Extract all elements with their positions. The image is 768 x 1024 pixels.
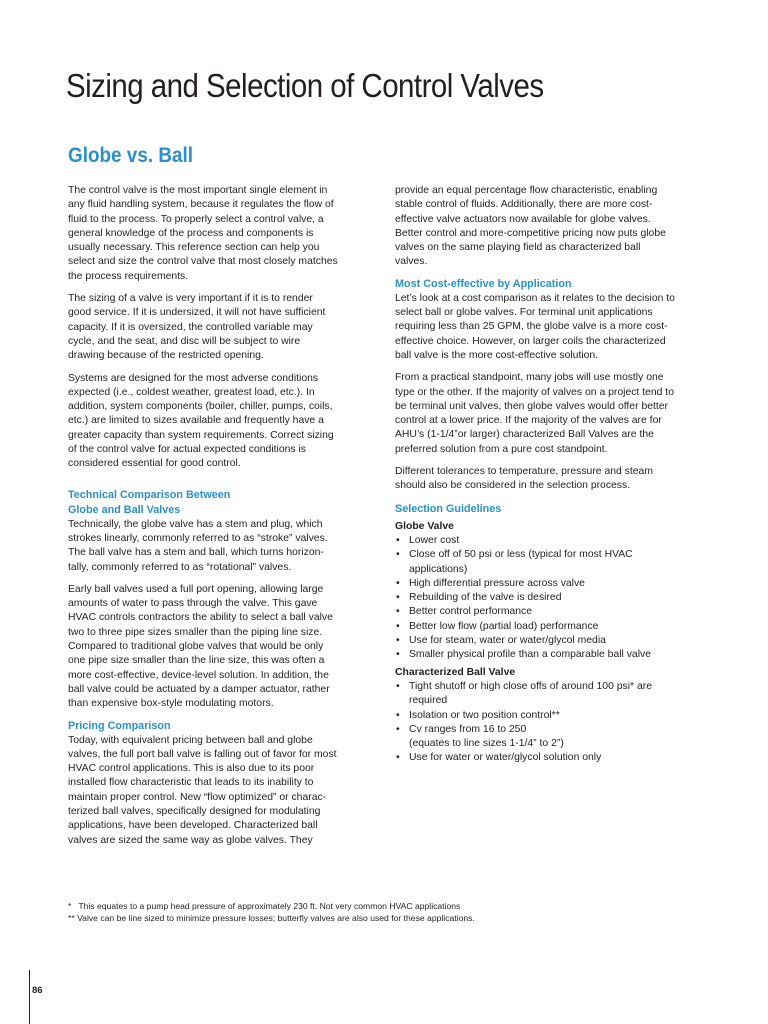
practical-paragraph: From a practical standpoint, many jobs will use mostly one type or the other. If the majority of valves on a project tend to be terminal unit valves, then globe valves would offer better control at a lower price. If the majority of the valves are for AHU’s (1-1/4”or larger) characterized Ball Valves are the preferred solution from a pure cost standpoint. xyxy=(395,372,674,455)
pricing-comparison-heading: Pricing Comparison xyxy=(68,719,171,732)
page-title: Sizing and Selection of Control Valves xyxy=(66,68,544,105)
systems-paragraph: Systems are designed for the most adverse conditions expected (i.e., coldest weather, greatest load, etc.). In addition, system components (boiler, chiller, pumps, coils, etc.) are limited to sizes available and frequently have a greater capacity than system requirements. Correct sizing of the control valve for actual expected conditions is considered essential for good control. xyxy=(68,372,334,470)
list-item: • Cv ranges from 16 to 250 (equates to line sizes 1-1/4” to 2”) xyxy=(395,723,705,752)
cost-comparison-paragraph: Let’s look at a cost comparison as it relates to the decision to select ball or globe valves. For terminal unit applications requiring less than 25 GPM, the globe valve is a more cost- effective choice. However, on larger coils the characterized ball valve is the more cost-effective solution. xyxy=(395,292,675,361)
characterized-ball-valve-list xyxy=(395,680,705,766)
list-item: • Better control performance xyxy=(395,605,705,619)
characterized-ball-valve-heading: Characterized Ball Valve xyxy=(395,666,516,678)
left-column xyxy=(68,184,370,856)
list-item: • High differential pressure across valve xyxy=(395,577,705,591)
list-item: • Use for water or water/glycol solution only xyxy=(395,751,705,765)
footnote: ** Valve can be line sized to minimize pressure losses; butterfly valves are also used for these applications. xyxy=(68,913,475,923)
list-item: • Use for steam, water or water/glycol media xyxy=(395,634,705,648)
tolerances-paragraph: Different tolerances to temperature, pressure and steam should also be considered in the selection process. xyxy=(395,466,653,492)
intro-paragraph: The control valve is the most important single element in any fluid handling system, because it regulates the flow of fluid to the process. To properly select a control valve, a general knowledge of the process and components is usually necessary. This reference section can help you select and size the control valve that most closely matches the process requirements. xyxy=(68,185,338,282)
list-item: • Isolation or two position control** xyxy=(395,709,705,723)
list-item: • Better low flow (partial load) performance xyxy=(395,620,705,634)
page-number-rule xyxy=(29,970,30,1024)
list-item: • Rebuilding of the valve is desired xyxy=(395,591,705,605)
list-item: • Tight shutoff or high close offs of around 100 psi* are required xyxy=(395,680,705,709)
footnotes xyxy=(68,900,708,924)
page-number: 86 xyxy=(32,985,43,996)
pricing-paragraph: Today, with equivalent pricing between ball and globe valves, the full port ball valve is falling out of favor for most HVAC control applications. This is also due to its poor installed flow characteristic that leads to its inability to maintain proper control. New “flow optimized” or charac- terized ball valves, specifically designed for modulating applications, have been developed. Characterized ball valves are sized the same way as globe valves. They xyxy=(68,734,337,846)
cost-effective-heading: Most Cost-effective by Application xyxy=(395,277,572,290)
globe-valve-heading: Globe Valve xyxy=(395,520,454,532)
early-ball-valves-paragraph: Early ball valves used a full port opening, allowing large amounts of water to pass through the valve. This gave HVAC controls contractors the ability to select a ball valve two to three pipe sizes smaller than the piping line size. Compared to traditional globe valves that would be only one pipe size smaller than the line size, this was often a more cost-effective, device-level solution. In addition, the ball valve could be actuated by a damper actuator, rather than expensive box-style modulating motors. xyxy=(68,583,333,710)
technical-paragraph: Technically, the globe valve has a stem and plug, which strokes linearly, commonly referred to as “stroke” valves. The ball valve has a stem and ball, which turns horizon- tally, commonly referred to as “rotational” valves. xyxy=(68,518,328,573)
selection-guidelines-heading: Selection Guidelines xyxy=(395,502,502,515)
section-title: Globe vs. Ball xyxy=(68,144,194,167)
sizing-paragraph: The sizing of a valve is very important if it is to render good service. If it is undersized, it will not have sufficient capacity. If it is oversized, the controlled variable may cycle, and the seat, and disc will be subject to wire drawing because of the restricted opening. xyxy=(68,293,326,362)
list-item: • Lower cost xyxy=(395,534,705,548)
list-item: • Smaller physical profile than a comparable ball valve xyxy=(395,648,705,662)
globe-valve-list xyxy=(395,534,705,663)
list-item: • Close off of 50 psi or less (typical for most HVAC applications) xyxy=(395,548,705,577)
right-column xyxy=(395,184,705,766)
technical-comparison-heading: Technical Comparison Between Globe and Ball Valves xyxy=(68,488,231,516)
continuation-paragraph: provide an equal percentage flow characteristic, enabling stable control of fluids. Additionally, there are more cost- effective valve actuators now available for globe valves. Better control and more-competitive pricing now puts globe valves on the same playing field as characterized ball valves. xyxy=(395,185,666,268)
footnote: * This equates to a pump head pressure of approximately 230 ft. Not very common HVAC applications xyxy=(68,901,461,911)
